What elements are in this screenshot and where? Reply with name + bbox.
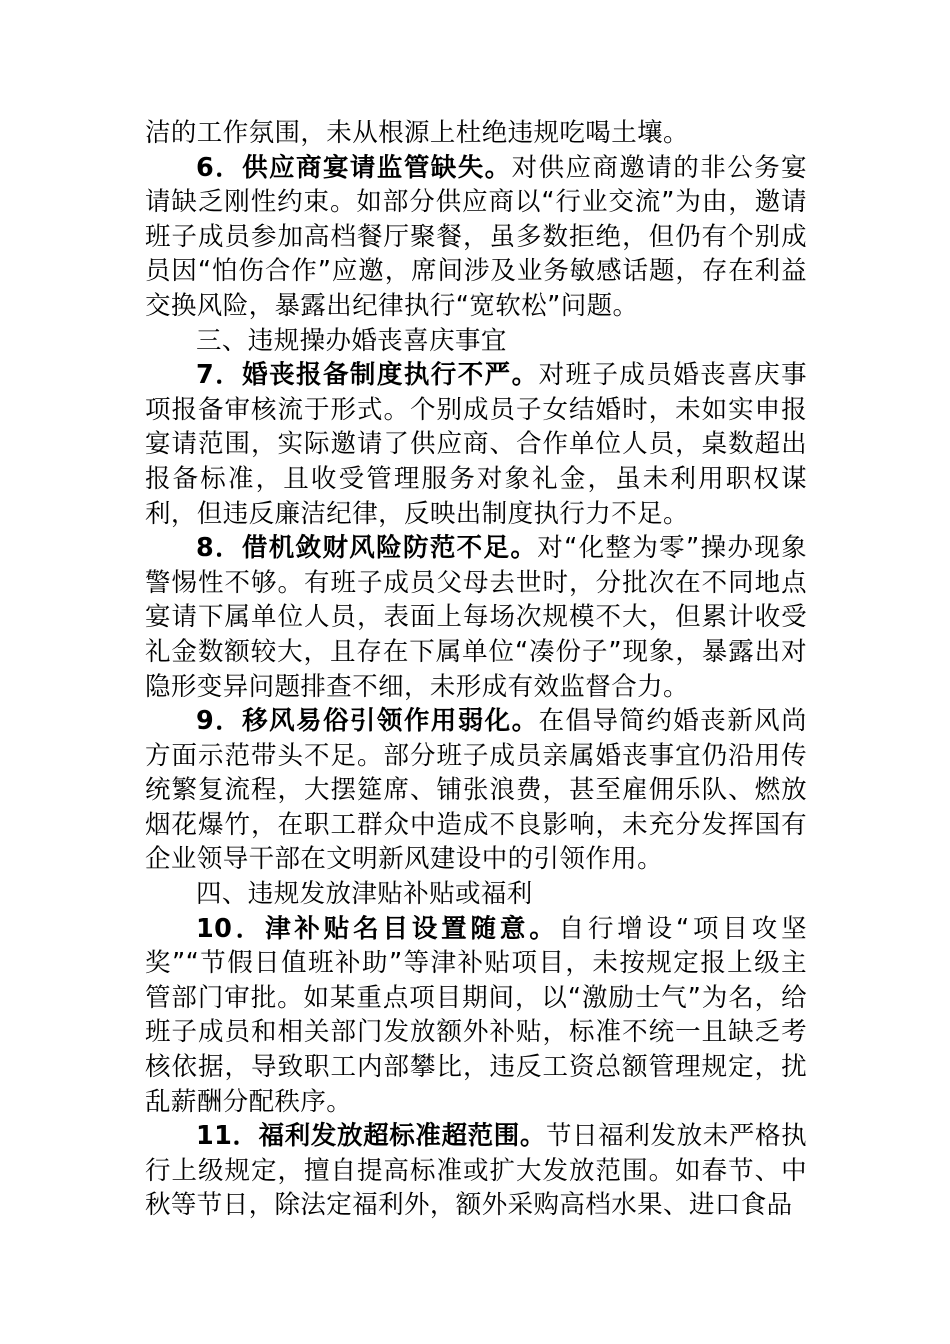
heading-text: 三、违规操办婚丧喜庆事宜 [196,325,507,356]
section-heading-4 [145,877,807,912]
paragraph-lead: 9．移风易俗引领作用弱化。 [196,706,539,737]
paragraph-text: 对“化整为零”操办现象警惕性不够。有班子成员父母去世时，分批次在不同地点宴请下属单位人员，表面上每场次规模不大，但累计收受礼金数额较大，且存在下属单位“凑份子”现象，暴露出对隐形变异问题排查不细，未形成有效监督合力。 [145,533,807,702]
paragraph-lead: 10．津补贴名目设置随意。 [196,913,559,944]
paragraph-item-8 [145,531,807,704]
document-body [145,116,807,1223]
paragraph-text: 洁的工作氛围，未从根源上杜绝违规吃喝土壤。 [145,118,689,148]
paragraph-continuation [145,116,807,151]
paragraph-text: 自行增设“项目攻坚奖”“节假日值班补助”等津补贴项目，未按规定报上级主管部门审批。如某重点项目期间，以“激励士气”为名，给班子成员和相关部门发放额外补贴，标准不统一且缺乏考核依据，导致职工内部攀比，违反工资总额管理规定，扰乱薪酬分配秩序。 [145,913,808,1117]
paragraph-text: 对班子成员婚丧喜庆事项报备审核流于形式。个别成员子女结婚时，未如实申报宴请范围，实际邀请了供应商、合作单位人员，桌数超出报备标准，且收受管理服务对象礼金，虽未利用职权谋利，但违反廉洁纪律，反映出制度执行力不足。 [145,360,807,529]
paragraph-lead: 8．借机敛财风险防范不足。 [196,533,538,564]
heading-text: 四、违规发放津贴补贴或福利 [196,879,533,910]
paragraph-text: 在倡导简约婚丧新风尚方面示范带头不足。部分班子成员亲属婚丧事宜仍沿用传统繁复流程，大摆筵席、铺张浪费，甚至雇佣乐队、燃放烟花爆竹，在职工群众中造成不良影响，未充分发挥国有企业领导干部在文明新风建设中的引领作用。 [145,706,807,875]
paragraph-item-11 [145,1119,807,1223]
paragraph-text: 节日福利发放未严格执行上级规定，擅自提高标准或扩大发放范围。如春节、中秋等节日，除法定福利外，额外采购高档水果、进口食品 [145,1121,807,1221]
paragraph-item-9 [145,704,807,877]
paragraph-item-6 [145,151,807,324]
paragraph-lead: 6．供应商宴请监管缺失。 [196,152,512,183]
paragraph-lead: 7．婚丧报备制度执行不严。 [196,360,539,391]
paragraph-item-10 [145,912,807,1120]
paragraph-item-7 [145,358,807,531]
section-heading-3 [145,324,807,359]
paragraph-lead: 11．福利发放超标准超范围。 [196,1121,546,1152]
paragraph-text: 对供应商邀请的非公务宴请缺乏刚性约束。如部分供应商以“行业交流”为由，邀请班子成员参加高档餐厅聚餐，虽多数拒绝，但仍有个别成员因“怕伤合作”应邀，席间涉及业务敏感话题，存在利益交换风险，暴露出纪律执行“宽软松”问题。 [145,152,808,321]
